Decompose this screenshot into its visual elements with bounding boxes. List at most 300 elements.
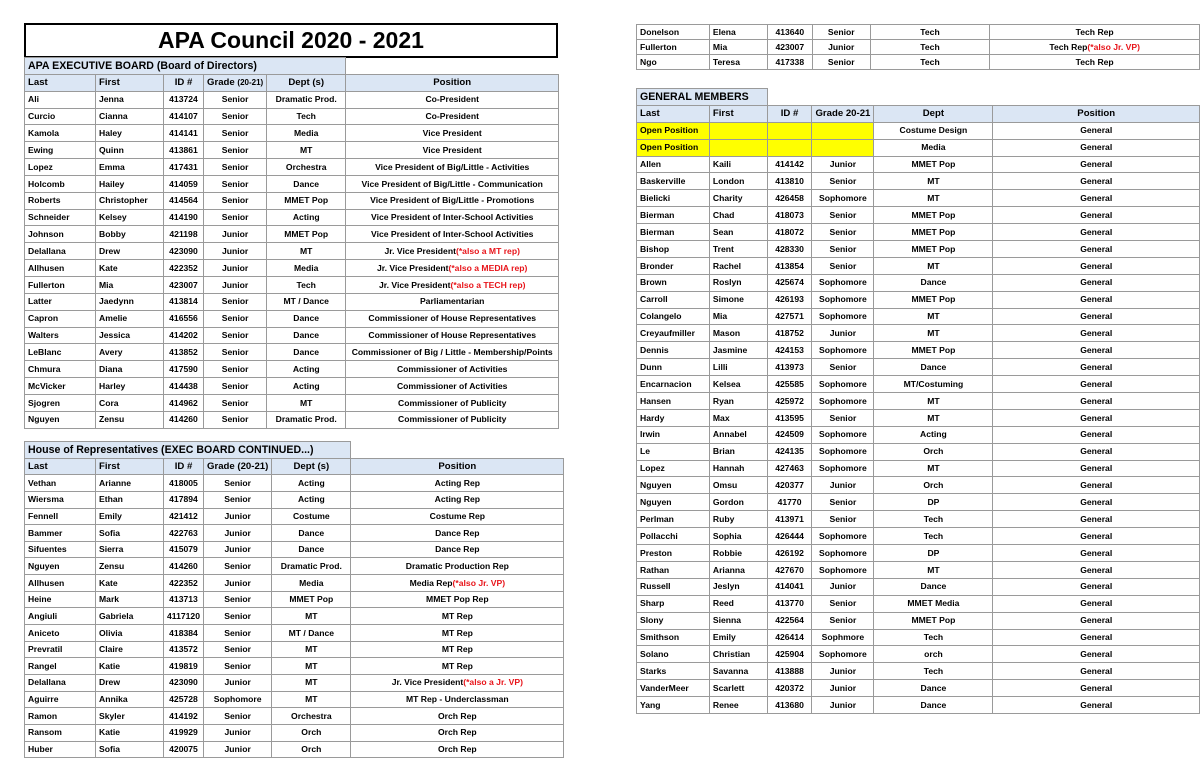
general-member-row [637, 680, 1200, 697]
page-title: APA Council 2020 - 2021 [24, 23, 558, 58]
first-name-cell: Sofia [96, 741, 164, 758]
dept-cell: Orchestra [272, 708, 351, 725]
dept-cell: Tech [267, 108, 346, 125]
last-name-cell: Open Position [637, 122, 710, 139]
dept-cell: Acting [267, 361, 346, 378]
dept-cell: MT [272, 641, 351, 658]
dept-cell: MMET Pop [272, 591, 351, 608]
id-cell: 425972 [767, 393, 812, 410]
position-cell [346, 226, 559, 243]
position-cell [351, 575, 564, 592]
dept-cell: MMET Pop [874, 224, 993, 241]
house-table [24, 441, 564, 758]
position-text: Commissioner of Publicity [398, 397, 507, 408]
first-name-cell: Kate [96, 575, 164, 592]
grade-cell: Senior [204, 175, 267, 192]
position-cell [346, 378, 559, 395]
first-name-cell: Reed [709, 595, 767, 612]
position-text: Tech Rep [1075, 26, 1114, 37]
position-cell [346, 142, 559, 159]
grade-cell: Senior [204, 708, 272, 725]
col-header-grade: Grade (20-21) [204, 74, 267, 91]
id-cell: 420377 [767, 477, 812, 494]
id-cell: 418005 [164, 475, 204, 492]
id-cell: 423090 [164, 674, 204, 691]
general-member-row [637, 697, 1200, 714]
last-name-cell: Lopez [637, 460, 710, 477]
id-cell: 414564 [164, 192, 204, 209]
grade-cell: Junior [204, 575, 272, 592]
house-member-row [25, 741, 564, 758]
last-name-cell: Aniceto [25, 625, 96, 642]
grade-cell: Sophomore [812, 528, 874, 545]
last-name-cell: Ngo [637, 55, 710, 70]
first-name-cell: Avery [96, 344, 164, 361]
position-text: Vice President of Big/Little - Communication [361, 178, 543, 189]
first-name-cell: Kelsey [96, 209, 164, 226]
position-cell [351, 541, 564, 558]
col-header-grade: Grade 20-21 [812, 105, 874, 122]
dept-cell: MT [874, 409, 993, 426]
first-name-cell: Christian [709, 646, 767, 663]
position-text: Orch Rep [437, 710, 477, 721]
position-cell [346, 327, 559, 344]
dept-cell: MT [874, 308, 993, 325]
position-cell [351, 641, 564, 658]
general-rows [637, 122, 1200, 713]
last-name-cell: Roberts [25, 192, 96, 209]
position-cell: General [993, 595, 1200, 612]
dept-cell: Dance [267, 310, 346, 327]
general-member-row [637, 528, 1200, 545]
general-member-row [637, 359, 1200, 376]
id-cell: 422763 [164, 525, 204, 542]
position-cell: General [993, 443, 1200, 460]
position-cell [346, 344, 559, 361]
position-cell [346, 260, 559, 277]
position-cell: General [993, 561, 1200, 578]
house-header-row [25, 458, 564, 475]
last-name-cell: Donelson [637, 25, 710, 40]
id-cell: 426192 [767, 545, 812, 562]
first-name-cell: Ethan [96, 491, 164, 508]
grade-cell: Sophmore [812, 629, 874, 646]
last-name-cell: Yang [637, 697, 710, 714]
house-section-title: House of Representatives (EXEC BOARD CONTINUED...) [25, 442, 351, 459]
last-name-cell: Smithson [637, 629, 710, 646]
id-cell: 413971 [767, 511, 812, 528]
id-cell: 420075 [164, 741, 204, 758]
position-cell: General [993, 224, 1200, 241]
general-member-row [637, 325, 1200, 342]
position-cell [346, 310, 559, 327]
id-cell: 413852 [164, 344, 204, 361]
last-name-cell: Bronder [637, 257, 710, 274]
exec-member-row [25, 209, 559, 226]
general-member-row [637, 443, 1200, 460]
dept-cell: MMET Pop [267, 192, 346, 209]
grade-cell: Senior [204, 310, 267, 327]
last-name-cell: McVicker [25, 378, 96, 395]
dept-cell: orch [874, 646, 993, 663]
general-member-row [637, 595, 1200, 612]
dept-cell: Orch [874, 443, 993, 460]
general-member-row [637, 409, 1200, 426]
dept-cell: Costume [272, 508, 351, 525]
exec-member-row [25, 91, 559, 108]
position-note: (*also Jr. VP) [452, 577, 506, 588]
grade-cell: Junior [204, 260, 267, 277]
position-cell [346, 276, 559, 293]
first-name-cell: Annika [96, 691, 164, 708]
house-member-row [25, 525, 564, 542]
grade-cell [812, 139, 874, 156]
dept-cell: MT [272, 691, 351, 708]
dept-cell: MT [272, 608, 351, 625]
exec-member-row [25, 361, 559, 378]
house-member-row [25, 475, 564, 492]
exec-section-title: APA EXECUTIVE BOARD (Board of Directors) [25, 58, 346, 75]
grade-cell: Senior [204, 411, 267, 428]
position-note: (*also Jr. VP) [1087, 41, 1140, 52]
grade-cell: Senior [204, 558, 272, 575]
position-text: Vice President [422, 128, 482, 138]
id-cell [767, 122, 812, 139]
last-name-cell: Brown [637, 274, 710, 291]
dept-cell: MT [267, 394, 346, 411]
col-header-position: Position [346, 74, 559, 91]
position-text: Dance Rep [435, 527, 480, 538]
position-cell: General [993, 291, 1200, 308]
id-cell: 413973 [767, 359, 812, 376]
position-cell: General [993, 156, 1200, 173]
position-cell [351, 708, 564, 725]
position-cell [346, 91, 559, 108]
id-cell: 414190 [164, 209, 204, 226]
exec-section-row [25, 58, 559, 75]
position-cell [346, 159, 559, 176]
general-member-row [637, 426, 1200, 443]
last-name-cell: Holcomb [25, 175, 96, 192]
position-text: Media Rep [409, 577, 453, 588]
position-cell: General [993, 308, 1200, 325]
grade-cell: Senior [812, 224, 874, 241]
grade-cell: Senior [812, 494, 874, 511]
col-header-position: Position [993, 105, 1200, 122]
grade-cell: Sophomore [204, 691, 272, 708]
position-cell [351, 508, 564, 525]
col-header-id: ID # [164, 74, 204, 91]
dept-cell: Dramatic Prod. [267, 411, 346, 428]
position-text: Tech Rep [1075, 56, 1114, 67]
dept-cell: Tech [870, 55, 990, 70]
grade-cell: Senior [204, 491, 272, 508]
position-text: Commissioner of Big / Little - Membership/Points [351, 346, 553, 357]
id-cell: 417590 [164, 361, 204, 378]
id-cell: 414141 [164, 125, 204, 142]
last-name-cell: Fullerton [25, 276, 96, 293]
house-member-row [25, 641, 564, 658]
position-cell: General [993, 190, 1200, 207]
grade-cell: Sophomore [812, 443, 874, 460]
id-cell: 424153 [767, 342, 812, 359]
house-section-row [25, 442, 564, 459]
id-cell: 414962 [164, 394, 204, 411]
position-cell: General [993, 139, 1200, 156]
grade-cell: Senior [204, 378, 267, 395]
general-member-row [637, 477, 1200, 494]
dept-cell: MMET Pop [874, 156, 993, 173]
id-cell: 426458 [767, 190, 812, 207]
exec-member-row [25, 310, 559, 327]
grade-cell: Senior [204, 361, 267, 378]
house-member-row [25, 575, 564, 592]
position-cell: General [993, 629, 1200, 646]
exec-rows [25, 91, 559, 428]
first-name-cell: Emma [96, 159, 164, 176]
general-members-table [636, 88, 1200, 714]
dept-cell: Tech [267, 276, 346, 293]
id-cell: 4117120 [164, 608, 204, 625]
general-member-row [637, 207, 1200, 224]
position-text: Acting Rep [434, 494, 480, 505]
first-name-cell: Harley [96, 378, 164, 395]
position-text: Commissioner of House Representatives [368, 330, 537, 341]
position-cell: General [993, 409, 1200, 426]
col-header-last: Last [637, 105, 710, 122]
general-member-row [637, 173, 1200, 190]
first-name-cell: Trent [709, 241, 767, 258]
last-name-cell: Nguyen [25, 411, 96, 428]
grade-cell: Sophomore [812, 545, 874, 562]
position-text: Jr. Vice President [378, 279, 451, 290]
id-cell: 413595 [767, 409, 812, 426]
first-name-cell: Diana [96, 361, 164, 378]
first-name-cell: Savanna [709, 663, 767, 680]
dept-cell: Acting [272, 475, 351, 492]
house-member-row [25, 691, 564, 708]
position-cell [351, 724, 564, 741]
house-member-row [25, 558, 564, 575]
first-name-cell: Charity [709, 190, 767, 207]
grade-cell: Senior [812, 409, 874, 426]
id-cell: 427571 [767, 308, 812, 325]
first-name-cell: Christopher [96, 192, 164, 209]
last-name-cell: Sharp [637, 595, 710, 612]
general-member-row [637, 257, 1200, 274]
first-name-cell: Emily [709, 629, 767, 646]
exec-member-row [25, 108, 559, 125]
grade-cell: Senior [812, 257, 874, 274]
first-name-cell: Sienna [709, 612, 767, 629]
position-cell [351, 591, 564, 608]
dept-cell: Acting [272, 491, 351, 508]
position-cell: General [993, 578, 1200, 595]
first-name-cell: Chad [709, 207, 767, 224]
dept-cell: Orch [272, 724, 351, 741]
first-name-cell: Mason [709, 325, 767, 342]
id-cell: 427670 [767, 561, 812, 578]
position-cell: General [993, 274, 1200, 291]
house-member-row [637, 40, 1200, 55]
col-header-position: Position [351, 458, 564, 475]
id-cell: 415079 [164, 541, 204, 558]
dept-cell: MT [874, 325, 993, 342]
position-text: Vice President [422, 144, 482, 155]
first-name-cell: Annabel [709, 426, 767, 443]
dept-cell: Tech [874, 663, 993, 680]
exec-header-row [25, 74, 559, 91]
first-name-cell: Lilli [709, 359, 767, 376]
position-cell [346, 125, 559, 142]
position-cell: General [993, 646, 1200, 663]
id-cell: 413814 [164, 293, 204, 310]
position-cell [351, 525, 564, 542]
exec-member-row [25, 411, 559, 428]
general-member-row [637, 156, 1200, 173]
position-cell: General [993, 511, 1200, 528]
grade-cell: Senior [204, 159, 267, 176]
first-name-cell: Drew [96, 243, 164, 260]
last-name-cell: Carroll [637, 291, 710, 308]
position-cell: General [993, 359, 1200, 376]
exec-member-row [25, 175, 559, 192]
position-cell [346, 192, 559, 209]
position-cell: General [993, 697, 1200, 714]
house-continued-table [636, 24, 1200, 70]
grade-cell: Sophomore [812, 308, 874, 325]
last-name-cell: Slony [637, 612, 710, 629]
position-cell: General [993, 241, 1200, 258]
last-name-cell: Bierman [637, 207, 710, 224]
id-cell: 425674 [767, 274, 812, 291]
dept-cell: Tech [870, 25, 990, 40]
position-text: Acting Rep [434, 477, 480, 488]
first-name-cell: Cianna [96, 108, 164, 125]
id-cell: 424509 [767, 426, 812, 443]
last-name-cell: Nguyen [637, 494, 710, 511]
position-text: Vice President of Inter-School Activities [371, 212, 534, 223]
first-name-cell: Skyler [96, 708, 164, 725]
position-cell: General [993, 528, 1200, 545]
last-name-cell: Kamola [25, 125, 96, 142]
id-cell: 418752 [767, 325, 812, 342]
last-name-cell: Nguyen [637, 477, 710, 494]
last-name-cell: Colangelo [637, 308, 710, 325]
position-cell [346, 243, 559, 260]
grade-cell: Senior [204, 344, 267, 361]
id-cell: 425904 [767, 646, 812, 663]
id-cell: 417338 [767, 55, 812, 70]
last-name-cell: Fennell [25, 508, 96, 525]
last-name-cell: Prevratil [25, 641, 96, 658]
house-member-row [637, 25, 1200, 40]
dept-cell: MMET Pop [874, 612, 993, 629]
general-member-row [637, 393, 1200, 410]
last-name-cell: Perlman [637, 511, 710, 528]
dept-cell: Dance [267, 175, 346, 192]
open-position-row [637, 139, 1200, 156]
grade-cell: Junior [812, 680, 874, 697]
dept-cell: MT [272, 658, 351, 675]
dept-cell: Acting [267, 378, 346, 395]
grade-cell: Senior [204, 91, 267, 108]
last-name-cell: Walters [25, 327, 96, 344]
last-name-cell: Nguyen [25, 558, 96, 575]
first-name-cell: Jeslyn [709, 578, 767, 595]
id-cell: 414142 [767, 156, 812, 173]
dept-cell: MT [874, 460, 993, 477]
position-cell [346, 411, 559, 428]
last-name-cell: VanderMeer [637, 680, 710, 697]
position-cell [351, 491, 564, 508]
general-member-row [637, 308, 1200, 325]
general-member-row [637, 561, 1200, 578]
first-name-cell: Arianna [709, 561, 767, 578]
grade-cell: Junior [812, 477, 874, 494]
exec-member-row [25, 327, 559, 344]
dept-cell: MMET Media [874, 595, 993, 612]
first-name-cell: Omsu [709, 477, 767, 494]
grade-cell: Junior [204, 525, 272, 542]
last-name-cell: Starks [637, 663, 710, 680]
id-cell: 425728 [164, 691, 204, 708]
position-cell: General [993, 342, 1200, 359]
col-header-last: Last [25, 458, 96, 475]
col-header-id: ID # [164, 458, 204, 475]
grade-cell: Senior [204, 641, 272, 658]
id-cell: 41770 [767, 494, 812, 511]
position-cell [346, 108, 559, 125]
last-name-cell: Curcio [25, 108, 96, 125]
id-cell: 413861 [164, 142, 204, 159]
last-name-cell: Allhusen [25, 260, 96, 277]
dept-cell: Costume Design [874, 122, 993, 139]
first-name-cell: Ryan [709, 393, 767, 410]
last-name-cell: Ramon [25, 708, 96, 725]
last-name-cell: Baskerville [637, 173, 710, 190]
first-name-cell: Elena [709, 25, 767, 40]
position-text: Jr. Vice President [391, 677, 464, 688]
last-name-cell: Encarnacion [637, 376, 710, 393]
col-header-grade: Grade (20-21) [204, 458, 272, 475]
position-cell [351, 625, 564, 642]
dept-cell: MT [874, 561, 993, 578]
dept-cell: DP [874, 545, 993, 562]
house-member-row [25, 658, 564, 675]
first-name-cell: Amelie [96, 310, 164, 327]
dept-cell: Dramatic Prod. [267, 91, 346, 108]
col-header-last: Last [25, 74, 96, 91]
grade-cell: Senior [204, 125, 267, 142]
grade-cell: Sophomore [812, 342, 874, 359]
general-member-row [637, 241, 1200, 258]
dept-cell: MMET Pop [874, 241, 993, 258]
grade-cell: Sophomore [812, 393, 874, 410]
first-name-cell: Emily [96, 508, 164, 525]
id-cell: 421412 [164, 508, 204, 525]
first-name-cell: Sofia [96, 525, 164, 542]
grade-cell: Senior [204, 608, 272, 625]
grade-cell: Senior [812, 55, 870, 70]
position-cell [351, 741, 564, 758]
dept-cell: Tech [870, 40, 990, 55]
id-cell: 423007 [767, 40, 812, 55]
exec-member-row [25, 142, 559, 159]
position-note: (*also a TECH rep) [450, 279, 526, 290]
last-name-cell: Creyaufmiller [637, 325, 710, 342]
id-cell: 413724 [164, 91, 204, 108]
